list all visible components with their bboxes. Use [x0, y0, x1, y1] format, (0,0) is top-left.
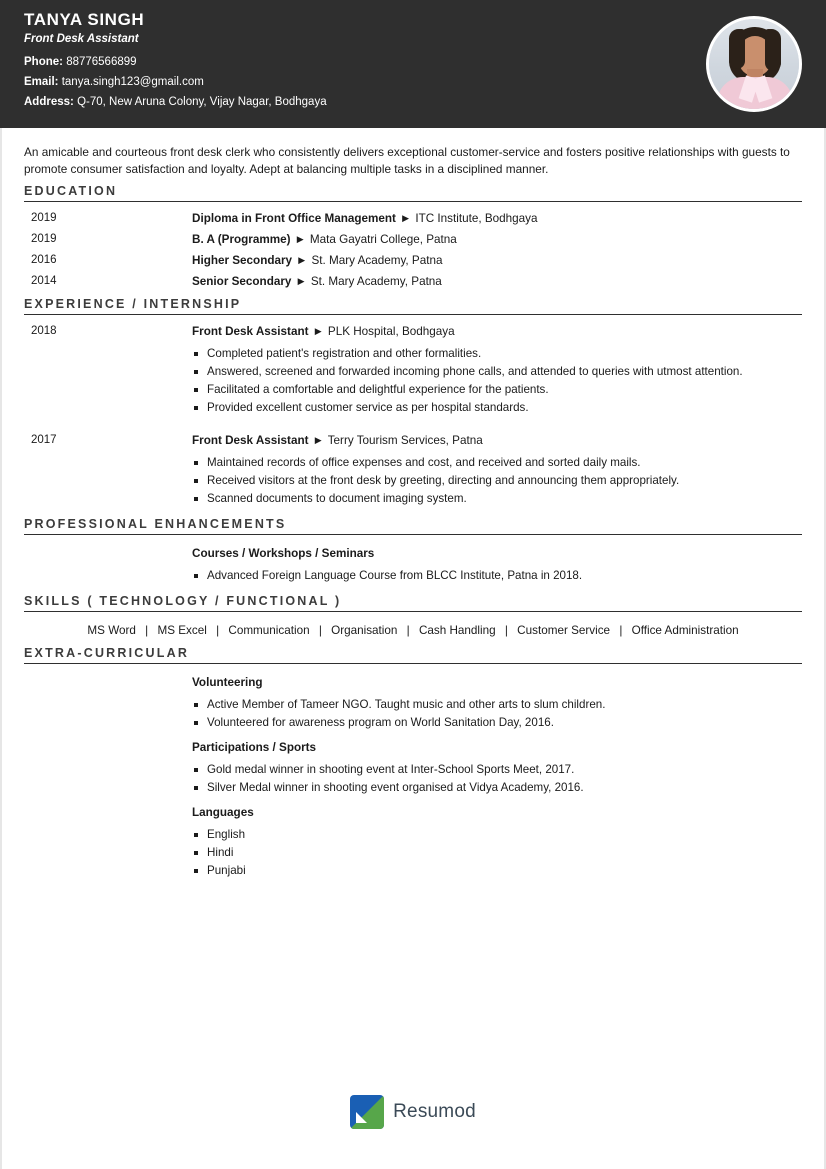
address-value: Q-70, New Aruna Colony, Vijay Nagar, Bodhgaya — [77, 96, 327, 108]
list-item: Gold medal winner in shooting event at Inter-School Sports Meet, 2017. — [192, 762, 802, 778]
extra-subheading-languages: Languages — [192, 806, 254, 819]
education-title: Diploma in Front Office Management — [192, 212, 396, 225]
experience-year: 2018 — [31, 325, 57, 337]
list-item: Received visitors at the front desk by greeting, directing and announcing them appropriately. — [192, 473, 802, 489]
logo-notch — [356, 1112, 367, 1123]
extra-bullets-volunteering — [192, 697, 802, 731]
education-detail — [192, 275, 802, 288]
contact-email — [24, 72, 802, 92]
professional-bullets — [192, 568, 802, 584]
skill-item: MS Word — [87, 624, 136, 637]
list-item: Advanced Foreign Language Course from BLCC Institute, Patna in 2018. — [192, 568, 802, 584]
experience-detail — [192, 434, 802, 517]
extra-bullets-languages — [192, 827, 802, 879]
education-org: Mata Gayatri College, Patna — [309, 233, 457, 246]
education-year: 2019 — [31, 233, 57, 245]
list-item: Scanned documents to document imaging system. — [192, 491, 802, 507]
education-year: 2014 — [31, 275, 57, 287]
experience-row — [24, 317, 802, 426]
professional-subheading: Courses / Workshops / Seminars — [192, 547, 375, 560]
address-label: Address: — [24, 96, 74, 108]
divider-education — [24, 201, 802, 202]
candidate-job-title: Front Desk Assistant — [24, 33, 139, 45]
email-label: Email: — [24, 76, 59, 88]
experience-org: Terry Tourism Services, Patna — [327, 434, 483, 447]
divider-skills — [24, 611, 802, 612]
arrow-icon: ▶ — [402, 213, 410, 223]
experience-row — [24, 426, 802, 517]
education-org: ITC Institute, Bodhgaya — [415, 212, 538, 225]
section-heading-experience: EXPERIENCE / INTERNSHIP — [24, 297, 242, 311]
skill-item: Customer Service — [517, 624, 611, 637]
experience-year: 2017 — [31, 434, 57, 446]
skills-list — [24, 614, 802, 646]
skill-separator: | — [619, 624, 623, 637]
experience-org: PLK Hospital, Bodhgaya — [327, 325, 455, 338]
list-item: Punjabi — [192, 863, 802, 879]
education-row — [24, 246, 802, 267]
divider-extra-curricular — [24, 663, 802, 664]
education-org: St. Mary Academy, Patna — [311, 254, 443, 267]
education-year: 2016 — [31, 254, 57, 266]
resumod-logo-icon — [350, 1095, 384, 1129]
list-item: Answered, screened and forwarded incoming phone calls, and attended to queries with utmost attention. — [192, 364, 802, 380]
list-item: Maintained records of office expenses and cost, and received and sorted daily mails. — [192, 455, 802, 471]
education-row — [24, 204, 802, 225]
education-title: Senior Secondary — [192, 275, 292, 288]
phone-label: Phone: — [24, 56, 63, 68]
experience-bullets — [192, 455, 802, 507]
education-year: 2019 — [31, 212, 57, 224]
education-title: Higher Secondary — [192, 254, 293, 267]
professional-detail — [192, 545, 802, 594]
education-title: B. A (Programme) — [192, 233, 291, 246]
page-edge-left — [0, 0, 2, 1169]
skill-item: Organisation — [331, 624, 398, 637]
education-row — [24, 267, 802, 288]
resume-body — [0, 128, 826, 889]
list-item: Provided excellent customer service as per hospital standards. — [192, 400, 802, 416]
arrow-icon: ▶ — [314, 435, 322, 445]
education-detail — [192, 212, 802, 225]
list-item: Active Member of Tameer NGO. Taught music and other arts to slum children. — [192, 697, 802, 713]
extra-subheading-volunteering: Volunteering — [192, 676, 263, 689]
extra-row — [24, 666, 802, 889]
education-detail — [192, 254, 802, 267]
section-heading-professional: PROFESSIONAL ENHANCEMENTS — [24, 517, 287, 531]
list-item: Facilitated a comfortable and delightful experience for the patients. — [192, 382, 802, 398]
skill-separator: | — [504, 624, 508, 637]
avatar-hair-left — [729, 29, 745, 69]
phone-value: 88776566899 — [66, 56, 137, 68]
skill-separator: | — [145, 624, 149, 637]
skill-item: Office Administration — [631, 624, 739, 637]
list-item: Volunteered for awareness program on World Sanitation Day, 2016. — [192, 715, 802, 731]
education-detail — [192, 233, 802, 246]
avatar-hair-right — [765, 29, 781, 71]
brand-name: Resumod — [393, 1101, 476, 1122]
profile-summary: An amicable and courteous front desk clerk who consistently delivers exceptional customer-service and fosters positive relationships with guests to promote consumer satisfaction and loyalty. Adept at balancing multiple tasks in a disciplined manner. — [24, 145, 790, 176]
divider-experience — [24, 314, 802, 315]
footer-branding — [0, 1095, 826, 1129]
contact-phone — [24, 52, 802, 72]
arrow-icon: ▶ — [314, 326, 322, 336]
spacer — [24, 288, 802, 297]
experience-bullets — [192, 346, 802, 416]
list-item: Completed patient's registration and other formalities. — [192, 346, 802, 362]
skill-separator: | — [406, 624, 410, 637]
skill-item: Cash Handling — [418, 624, 496, 637]
email-value[interactable]: tanya.singh123@gmail.com — [61, 76, 204, 88]
arrow-icon: ▶ — [297, 276, 305, 286]
arrow-icon: ▶ — [296, 234, 304, 244]
resume-header — [0, 0, 826, 128]
professional-row — [24, 537, 802, 594]
experience-title: Front Desk Assistant — [192, 325, 309, 338]
experience-title: Front Desk Assistant — [192, 434, 309, 447]
education-org: St. Mary Academy, Patna — [310, 275, 442, 288]
avatar — [706, 16, 802, 112]
extra-detail — [192, 674, 802, 889]
experience-detail — [192, 325, 802, 426]
skill-separator: | — [318, 624, 322, 637]
skill-separator: | — [216, 624, 220, 637]
list-item: English — [192, 827, 802, 843]
list-item: Silver Medal winner in shooting event organised at Vidya Academy, 2016. — [192, 780, 802, 796]
divider-professional — [24, 534, 802, 535]
section-heading-education: EDUCATION — [24, 184, 118, 198]
candidate-name: TANYA SINGH — [24, 10, 145, 29]
section-heading-extra-curricular: EXTRA-CURRICULAR — [24, 646, 190, 660]
extra-bullets-participations — [192, 762, 802, 796]
education-row — [24, 225, 802, 246]
skill-item: MS Excel — [157, 624, 207, 637]
list-item: Hindi — [192, 845, 802, 861]
extra-subheading-participations: Participations / Sports — [192, 741, 317, 754]
arrow-icon: ▶ — [298, 255, 306, 265]
section-heading-skills: SKILLS ( TECHNOLOGY / FUNCTIONAL ) — [24, 594, 342, 608]
contact-address — [24, 92, 802, 112]
skill-item: Communication — [228, 624, 310, 637]
